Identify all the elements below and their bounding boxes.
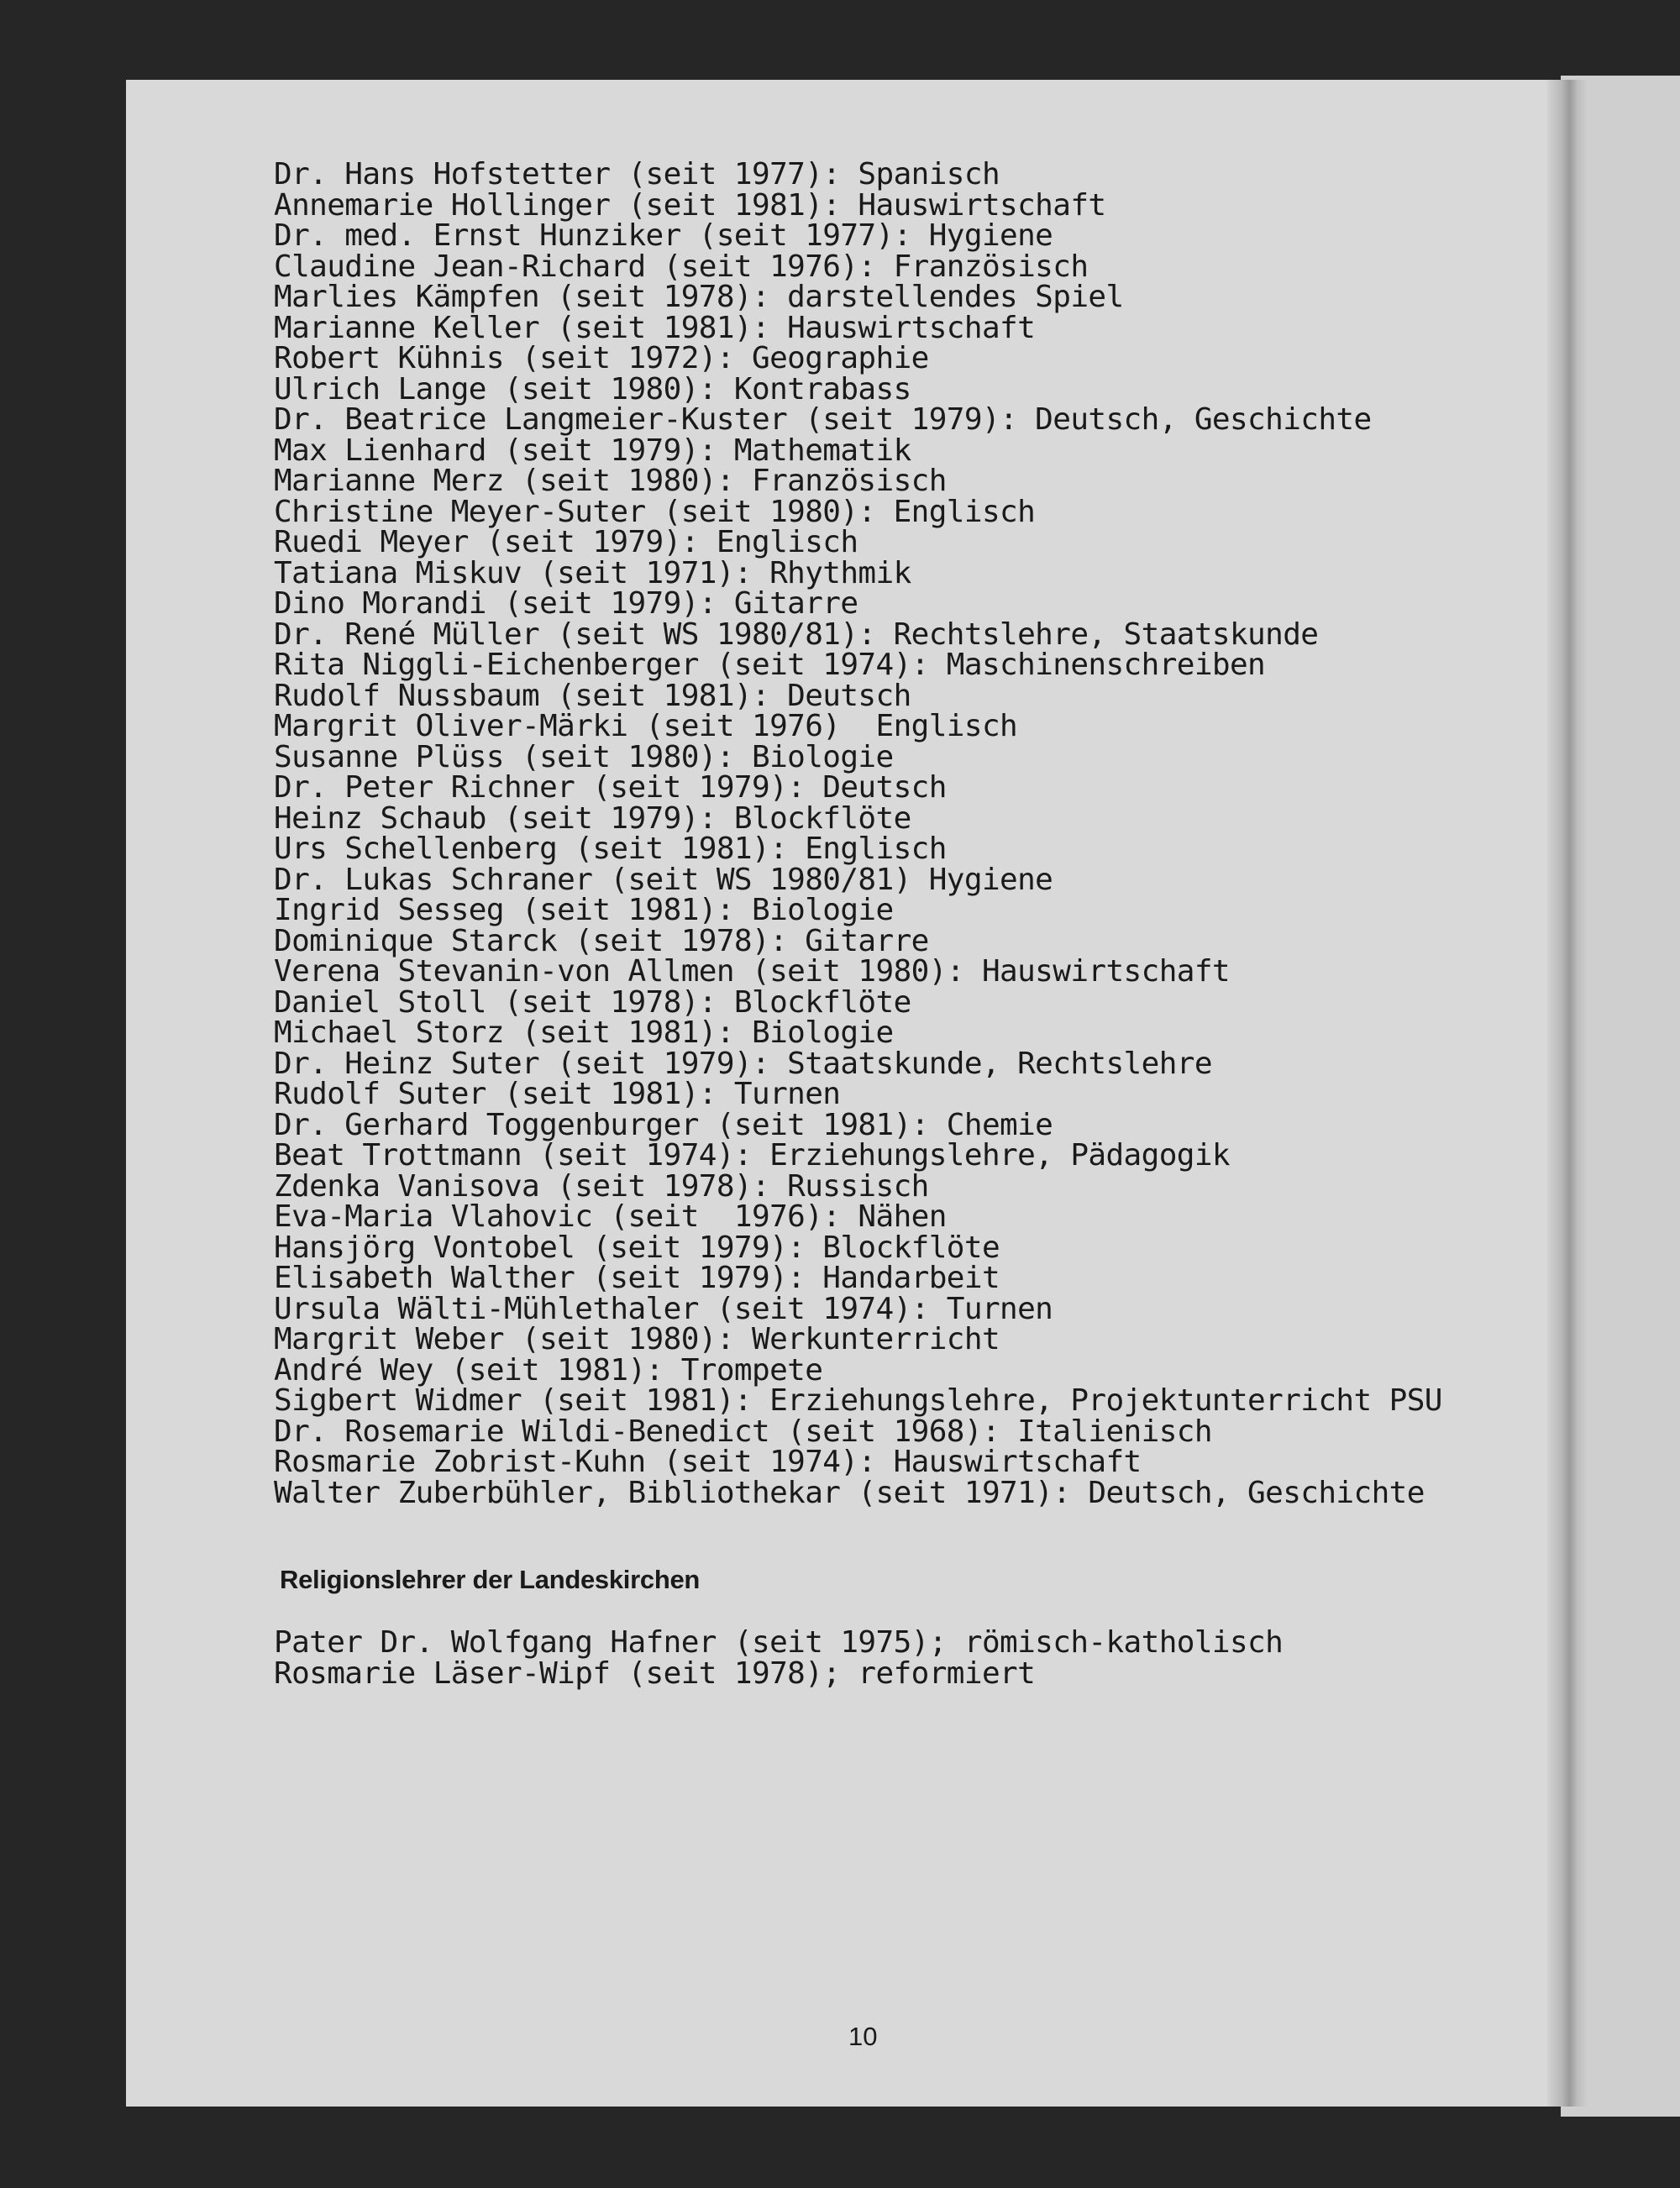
teacher-entry: Ulrich Lange (seit 1980): Kontrabass — [274, 371, 911, 407]
teacher-entry: Rudolf Nussbaum (seit 1981): Deutsch — [274, 678, 911, 713]
teacher-entry: Ursula Wälti-Mühlethaler (seit 1974): Turnen — [274, 1291, 1053, 1326]
teacher-entry: Max Lienhard (seit 1979): Mathematik — [274, 433, 911, 468]
religion-teacher-list — [274, 1625, 1284, 1691]
teacher-entry: Elisabeth Walther (seit 1979): Handarbeit — [274, 1261, 1000, 1295]
teacher-entry: Rudolf Suter (seit 1981): Turnen — [274, 1077, 841, 1111]
teacher-entry: Marianne Merz (seit 1980): Französisch — [274, 464, 947, 498]
teacher-entry: Robert Kühnis (seit 1972): Geographie — [274, 341, 929, 375]
page-number: 10 — [848, 2022, 878, 2051]
teacher-entry: Urs Schellenberg (seit 1981): Englisch — [274, 832, 947, 866]
teacher-entry: Dr. Beatrice Langmeier-Kuster (seit 1979): Deutsch, Geschichte — [274, 402, 1372, 437]
teacher-entry: Michael Storz (seit 1981): Biologie — [274, 1015, 894, 1050]
teacher-entry: Eva-Maria Vlahovic (seit 1976): Nähen — [274, 1199, 947, 1234]
teacher-entry: Sigbert Widmer (seit 1981): Erziehungslehre, Projektunterricht PSU — [274, 1383, 1442, 1418]
teacher-entry: Walter Zuberbühler, Bibliothekar (seit 1971): Deutsch, Geschichte — [274, 1475, 1425, 1510]
teacher-entry: Rosmarie Zobrist-Kuhn (seit 1974): Hauswirtschaft — [274, 1445, 1142, 1479]
teacher-entry: Dr. Heinz Suter (seit 1979): Staatskunde, Rechtslehre — [274, 1046, 1212, 1081]
teacher-entry: Marlies Kämpfen (seit 1978): darstellendes Spiel — [274, 280, 1124, 314]
teacher-entry: Susanne Plüss (seit 1980): Biologie — [274, 739, 894, 774]
teacher-entry: Zdenka Vanisova (seit 1978): Russisch — [274, 1168, 929, 1204]
teacher-entry: Dino Morandi (seit 1979): Gitarre — [274, 586, 858, 621]
teacher-entry: Claudine Jean-Richard (seit 1976): Französisch — [274, 249, 1089, 284]
teacher-list — [274, 157, 1442, 1510]
teacher-entry: Dominique Starck (seit 1978): Gitarre — [274, 923, 929, 958]
religion-section-heading: Religionslehrer der Landeskirchen — [280, 1565, 701, 1594]
teacher-entry: Heinz Schaub (seit 1979): Blockflöte — [274, 800, 911, 836]
teacher-entry: Dr. Lukas Schraner (seit WS 1980/81) Hygiene — [274, 862, 1053, 897]
teacher-entry: Dr. Gerhard Toggenburger (seit 1981): Chemie — [274, 1107, 1053, 1142]
teacher-entry: Annemarie Hollinger (seit 1981): Hauswirtschaft — [274, 187, 1106, 223]
teacher-entry: André Wey (seit 1981): Trompete — [274, 1352, 823, 1388]
teacher-entry: Dr. med. Ernst Hunziker (seit 1977): Hygiene — [274, 218, 1053, 253]
teacher-entry: Rita Niggli-Eichenberger (seit 1974): Maschinenschreiben — [274, 648, 1266, 682]
teacher-entry: Beat Trottmann (seit 1974): Erziehungslehre, Pädagogik — [274, 1138, 1230, 1173]
teacher-entry: Tatiana Miskuv (seit 1971): Rhythmik — [274, 555, 911, 590]
book-gutter-shadow — [1547, 80, 1588, 2107]
teacher-entry: Verena Stevanin-von Allmen (seit 1980): Hauswirtschaft — [274, 954, 1230, 989]
teacher-entry: Christine Meyer-Suter (seit 1980): Englisch — [274, 494, 1036, 529]
teacher-entry: Dr. Peter Richner (seit 1979): Deutsch — [274, 770, 947, 805]
teacher-entry: Ingrid Sesseg (seit 1981): Biologie — [274, 893, 894, 927]
teacher-entry: Margrit Weber (seit 1980): Werkunterricht — [274, 1322, 1000, 1356]
teacher-entry: Margrit Oliver-Märki (seit 1976) Englisch — [274, 709, 1018, 743]
teacher-entry: Dr. René Müller (seit WS 1980/81): Rechtslehre, Staatskunde — [274, 617, 1319, 652]
teacher-entry: Dr. Rosemarie Wildi-Benedict (seit 1968): Italienisch — [274, 1414, 1212, 1449]
teacher-entry: Marianne Keller (seit 1981): Hauswirtschaft — [274, 310, 1036, 345]
teacher-entry: Dr. Hans Hofstetter (seit 1977): Spanisch — [274, 157, 1000, 192]
teacher-entry: Daniel Stoll (seit 1978): Blockflöte — [274, 984, 911, 1020]
teacher-entry: Hansjörg Vontobel (seit 1979): Blockflöte — [274, 1230, 1000, 1265]
religion-teacher-entry: Pater Dr. Wolfgang Hafner (seit 1975); römisch-katholisch — [274, 1625, 1284, 1660]
teacher-entry: Ruedi Meyer (seit 1979): Englisch — [274, 525, 858, 559]
religion-teacher-entry: Rosmarie Läser-Wipf (seit 1978); reformiert — [274, 1655, 1036, 1691]
